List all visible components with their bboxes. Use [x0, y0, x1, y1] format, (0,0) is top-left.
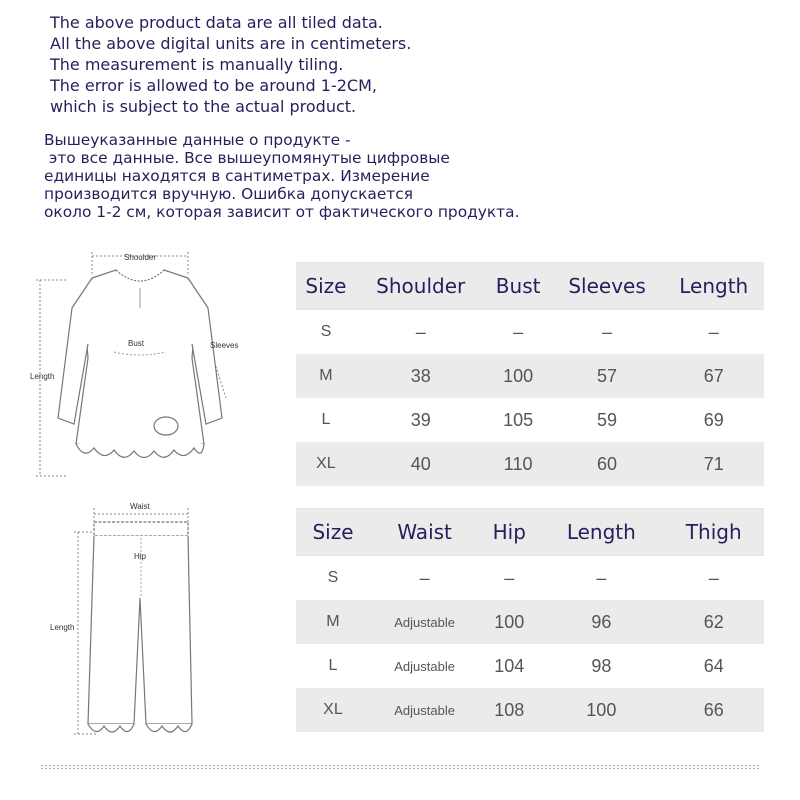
value-cell: 98: [591, 655, 612, 676]
note-line: около 1-2 см, которая зависит от фактического продукта.: [44, 203, 520, 221]
value-cell: 64: [703, 655, 724, 676]
sleeves-label: Sleeves: [210, 341, 239, 350]
value-cell: 104: [494, 655, 525, 676]
header-shoulder: Shoulder: [356, 263, 486, 310]
value-cell: 69: [703, 409, 724, 430]
value-cell: 59: [597, 409, 618, 430]
value-cell: –: [708, 567, 719, 588]
note-line: производится вручную. Ошибка допускается: [44, 185, 413, 203]
value-cell: 110: [486, 442, 551, 486]
size-cell: M: [296, 354, 356, 398]
header-length: Length: [539, 509, 663, 556]
value-cell: 67: [663, 354, 764, 398]
value-cell: Adjustable: [370, 600, 479, 644]
note-line: это все данные. Все вышеупомянутые цифровые: [44, 149, 450, 167]
shoulder-label: Shoulder: [124, 253, 157, 262]
size-cell: M: [296, 600, 370, 644]
note-line: which is subject to the actual product.: [50, 97, 357, 116]
note-line: The error is allowed to be around 1-2CM,: [50, 76, 377, 95]
value-cell: 39: [410, 409, 431, 430]
value-cell: 57: [551, 354, 664, 398]
value-cell: 105: [503, 409, 534, 430]
note-line: Вышеуказанные данные о продукте -: [44, 131, 351, 149]
header-bust: Bust: [486, 263, 551, 310]
table-row: [296, 442, 764, 486]
value-cell: 66: [663, 688, 764, 732]
value-cell: –: [596, 567, 607, 588]
value-cell: Adjustable: [370, 688, 479, 732]
value-cell: –: [602, 321, 613, 342]
value-cell: 108: [479, 688, 539, 732]
size-cell: S: [327, 569, 339, 586]
bust-label: Bust: [128, 339, 145, 348]
value-cell: –: [415, 321, 426, 342]
table-row: [296, 354, 764, 398]
header-length: Length: [663, 263, 764, 310]
header-size: Size: [296, 509, 370, 556]
size-cell: XL: [296, 688, 370, 732]
english-notes: [50, 12, 411, 117]
waist-label: Waist: [130, 502, 150, 511]
size-cell: S: [320, 323, 332, 340]
pants-size-table: [296, 508, 764, 732]
note-line: All the above digital units are in centimeters.: [50, 34, 412, 53]
size-cell: L: [328, 657, 338, 674]
table-row: [296, 644, 764, 688]
header-thigh: Thigh: [663, 509, 764, 556]
size-cell: XL: [296, 442, 356, 486]
table-row: [296, 398, 764, 442]
value-cell: 62: [663, 600, 764, 644]
top-garment-diagram: [28, 248, 250, 488]
value-cell: 100: [479, 600, 539, 644]
size-cell: L: [321, 411, 331, 428]
note-line: The measurement is manually tiling.: [50, 55, 344, 74]
value-cell: 60: [551, 442, 664, 486]
note-line: единицы находятся в сантиметрах. Измерение: [44, 167, 430, 185]
value-cell: 38: [356, 354, 486, 398]
value-cell: –: [513, 321, 524, 342]
value-cell: 100: [539, 688, 663, 732]
russian-notes: [44, 131, 519, 221]
header-waist: Waist: [370, 509, 479, 556]
table-row: [296, 310, 764, 355]
top-size-table: [296, 262, 764, 486]
header-hip: Hip: [479, 509, 539, 556]
value-cell: –: [504, 567, 515, 588]
note-line: The above product data are all tiled data.: [50, 13, 383, 32]
value-cell: 71: [663, 442, 764, 486]
table-row: [296, 688, 764, 732]
length-label: Length: [30, 372, 55, 381]
value-cell: –: [419, 567, 430, 588]
header-sleeves: Sleeves: [551, 263, 664, 310]
pants-diagram: [48, 498, 228, 748]
value-cell: Adjustable: [394, 658, 455, 674]
value-cell: 96: [539, 600, 663, 644]
header-size: Size: [296, 263, 356, 310]
table-row: [296, 600, 764, 644]
value-cell: 100: [486, 354, 551, 398]
value-cell: 40: [356, 442, 486, 486]
table-row: [296, 556, 764, 601]
hip-label: Hip: [134, 552, 147, 561]
value-cell: –: [708, 321, 719, 342]
dotted-divider: [40, 764, 760, 770]
length-label: Length: [50, 623, 75, 632]
